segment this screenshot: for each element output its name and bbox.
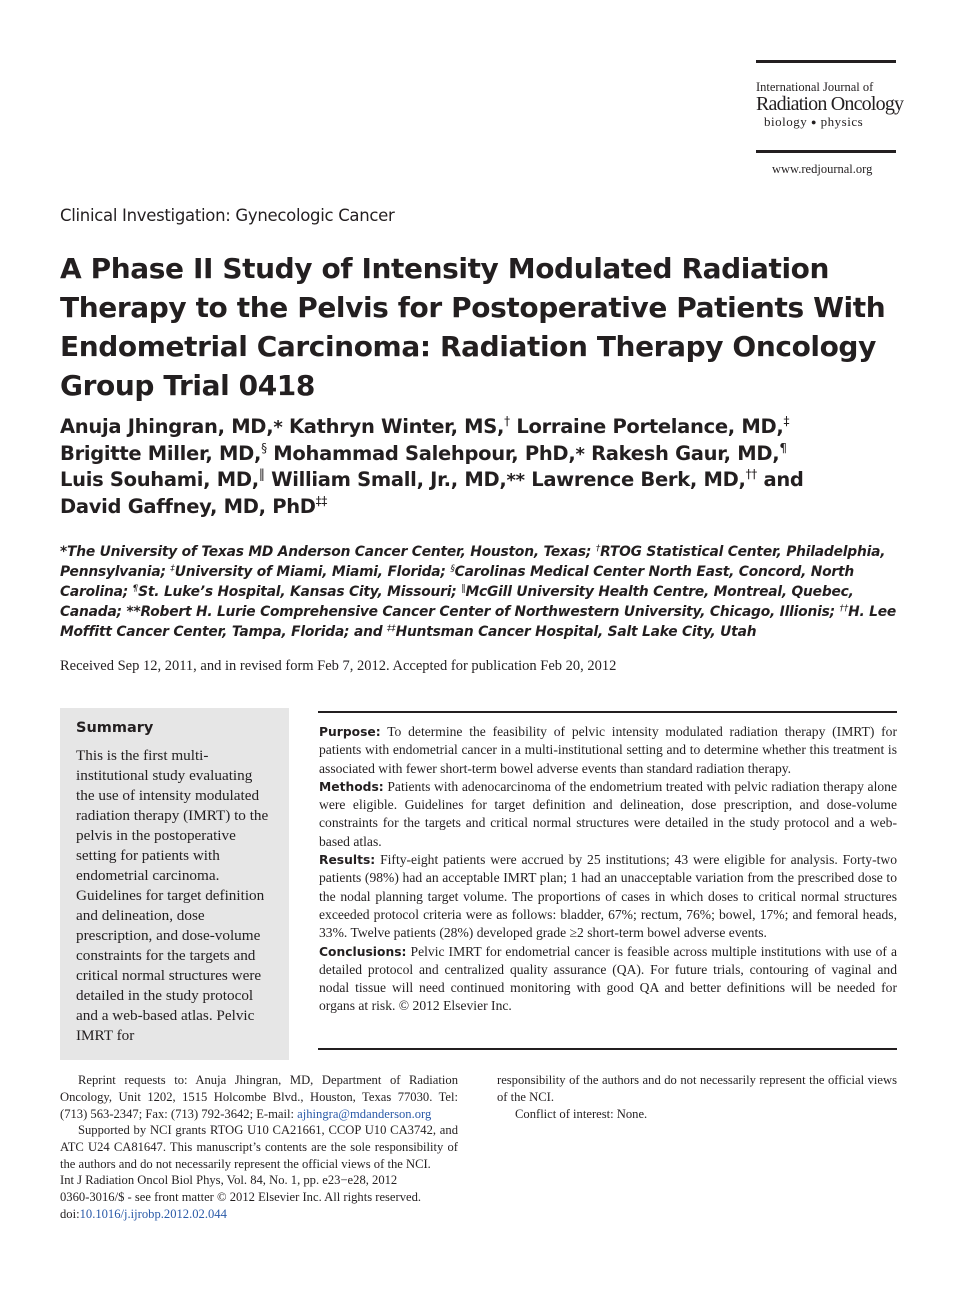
citation <box>60 1172 480 1223</box>
doi-link[interactable]: 10.1016/j.ijrobp.2012.02.044 <box>79 1207 227 1221</box>
citation-line1: Int J Radiation Oncol Biol Phys, Vol. 84, No. 1, pp. e23−e28, 2012 <box>60 1173 398 1187</box>
reprint-requests <box>60 1072 458 1122</box>
masthead-bottom-rule <box>756 150 896 153</box>
journal-bullet: ● <box>810 117 817 127</box>
summary-text: This is the first multi-institutional study evaluating the use of intensity modulated radiation therapy (IMRT) to the pelvis in the postoperative setting for patients with endometrial carcinoma. Guidelines for target definition and delineation, dose prescription, and dose-volume constraints for the targets and critical normal structures were detailed in the study protocol and a web-based atlas. Pelvic IMRT for <box>76 747 269 1044</box>
purpose-text: To determine the feasibility of pelvic intensity modulated radiation therapy (IMRT) for patients with endometrial cancer in a multi-institutional setting and to determine whether this treatment is associated with fewer short-term bowel adverse events than standard radiation therapy. <box>319 724 897 776</box>
affiliation-text: H. Lee Moffitt Cancer Center, Tampa, Florida; and <box>60 604 897 640</box>
affiliation-text: St. Luke’s Hospital, Kansas City, Missouri; <box>138 584 462 600</box>
affiliation-text: McGill University Health Centre, Montreal, Quebec, Canada; <box>60 584 854 620</box>
footnotes-right <box>497 1072 897 1122</box>
author-separator: and <box>756 468 804 491</box>
author-affiliation-mark: †† <box>745 467 757 481</box>
author-affiliation-mark: * <box>575 443 585 465</box>
author-affiliation-mark: ‡ <box>783 414 790 428</box>
abstract-top-rule <box>318 711 897 713</box>
conclusions-label: Conclusions: <box>319 944 407 959</box>
abstract-purpose <box>319 723 897 778</box>
results-label: Results: <box>319 853 376 868</box>
affiliations <box>60 542 910 642</box>
author-name: Rakesh Gaur, MD, <box>591 441 780 465</box>
journal-url-link[interactable]: www.redjournal.org <box>772 162 873 176</box>
author-affiliation-mark: ‡‡ <box>315 493 328 508</box>
author-list <box>60 414 920 520</box>
author-name: Lawrence Berk, MD, <box>531 468 746 491</box>
received-dates: Received Sep 12, 2011, and in revised form Feb 7, 2012. Accepted for publication Feb 20, 2012 <box>60 658 617 674</box>
author-name: Anuja Jhingran, MD, <box>60 415 274 438</box>
affiliation-text: RTOG Statistical Center, Philadelphia, Pennsylvania; <box>60 544 886 580</box>
citation-line2: 0360-3016/$ - see front matter © 2012 Elsevier Inc. All rights reserved. <box>60 1190 422 1204</box>
journal-biology: biology <box>764 114 808 129</box>
affiliation-text: **Robert H. Lurie Comprehensive Cancer Center of Northwestern University, Chicago, Illionis; <box>126 604 840 620</box>
supported-by-continued: responsibility of the authors and do not necessarily represent the official views of the NCI. <box>497 1073 897 1104</box>
affiliation-mark: ‡‡ <box>387 624 396 634</box>
journal-name-line2: Radiation Oncology <box>756 93 904 115</box>
affiliation-mark: † <box>595 544 601 554</box>
author-affiliation-mark: † <box>504 414 510 428</box>
affiliation-mark: ‖ <box>461 584 466 594</box>
masthead-top-rule <box>756 60 896 63</box>
affiliation-mark: ‡ <box>170 564 175 574</box>
results-text: Fifty-eight patients were accrued by 25 institutions; 43 were eligible for analysis. Forty-two patients (98%) had an acceptable IMRT plan; 1 had an unacceptable variation from the prescribed dose to the nodal planning target volume. The proportions of cases in which doses to critical normal structures exceeded protocol criteria were as follows: bladder, 67%; rectum, 76%; bowel, 17%; and femoral heads, 33%. Twelve patients (28%) developed grade ≥2 short-term bowel adverse events. <box>319 852 897 941</box>
author-name: David Gaffney, MD, PhD <box>60 494 316 518</box>
author-affiliation-mark: ** <box>506 470 525 491</box>
affiliation-text: University of Miami, Miami, Florida; <box>174 564 451 580</box>
journal-physics: physics <box>820 114 864 129</box>
author-name: Brigitte Miller, MD, <box>60 441 262 465</box>
author-affiliation-mark: * <box>273 417 283 438</box>
affiliation-text: Huntsman Cancer Hospital, Salt Lake City, Utah <box>395 624 757 640</box>
author-affiliation-mark: ‖ <box>258 467 265 481</box>
footnotes-left <box>60 1072 458 1171</box>
abstract <box>319 723 897 1016</box>
section-label: Clinical Investigation: Gynecologic Cancer <box>60 206 395 225</box>
summary-heading: Summary <box>76 720 154 736</box>
author-name: Kathryn Winter, MS, <box>288 415 505 438</box>
citation-doi <box>60 1206 480 1223</box>
summary-box <box>60 708 289 1060</box>
methods-text: Patients with adenocarcinoma of the endometrium treated with pelvic radiation therapy alone were eligible. Guidelines for target definition and delineation, dose prescription, and dose-volume constraints for the targets and critical normal structures were detailed in the study protocol and a web-based atlas. <box>319 778 897 849</box>
author-affiliation-mark: ¶ <box>779 440 787 455</box>
affiliation-text: Carolinas Medical Center North East, Concord, North Carolina; <box>60 564 855 600</box>
journal-name-line3 <box>764 114 863 130</box>
article-title: A Phase II Study of Intensity Modulated Radiation Therapy to the Pelvis for Postoperative Patients With Endometrial Carcinoma: Radiation Therapy Oncology Group Trial 0418 <box>60 252 886 402</box>
supported-by: Supported by NCI grants RTOG U10 CA21661, CCOP U10 CA3742, and ATC U24 CA81647. This manuscript’s contents are the sole responsibility of the authors and do not necessarily represent the official views of the NCI. <box>60 1123 458 1171</box>
abstract-conclusions <box>319 943 897 1016</box>
author-name: Mohammad Salehpour, PhD, <box>273 441 576 465</box>
author-name: Lorraine Portelance, MD, <box>516 415 784 438</box>
author-affiliation-mark: § <box>261 440 267 455</box>
doi-prefix: doi: <box>60 1207 80 1221</box>
purpose-label: Purpose: <box>319 725 381 739</box>
abstract-bottom-rule <box>318 1048 897 1050</box>
journal-name-line1: International Journal of <box>756 80 874 94</box>
affiliation-mark: †† <box>839 604 849 614</box>
author-name: Luis Souhami, MD, <box>60 468 259 491</box>
abstract-results <box>319 851 897 942</box>
reprint-text: Reprint requests to: Anuja Jhingran, MD, Department of Radiation Oncology, Unit 1202, 1515 Holcombe Blvd., Houston, Texas 77030. Tel: (713) 563-2347; Fax: (713) 792-3642; E-mail: <box>60 1073 458 1121</box>
author-name: William Small, Jr., MD, <box>271 468 507 491</box>
conclusions-text: Pelvic IMRT for endometrial cancer is feasible across multiple institutions with use of a detailed protocol and centralized quality assurance (QA). For future trials, contouring of vaginal and nodal tissue will need continued monitoring with good QA and better definitions will be needed for organs at risk. © 2012 Elsevier Inc. <box>319 943 898 1014</box>
email-link[interactable]: ajhingra@mdanderson.org <box>297 1106 432 1121</box>
affiliation-mark: ¶ <box>132 584 139 594</box>
methods-label: Methods: <box>319 779 384 794</box>
affiliation-mark: § <box>450 564 455 574</box>
conflict-of-interest: Conflict of interest: None. <box>515 1106 648 1121</box>
abstract-methods <box>319 778 897 851</box>
affiliation-text: *The University of Texas MD Anderson Cancer Center, Houston, Texas; <box>60 544 596 560</box>
